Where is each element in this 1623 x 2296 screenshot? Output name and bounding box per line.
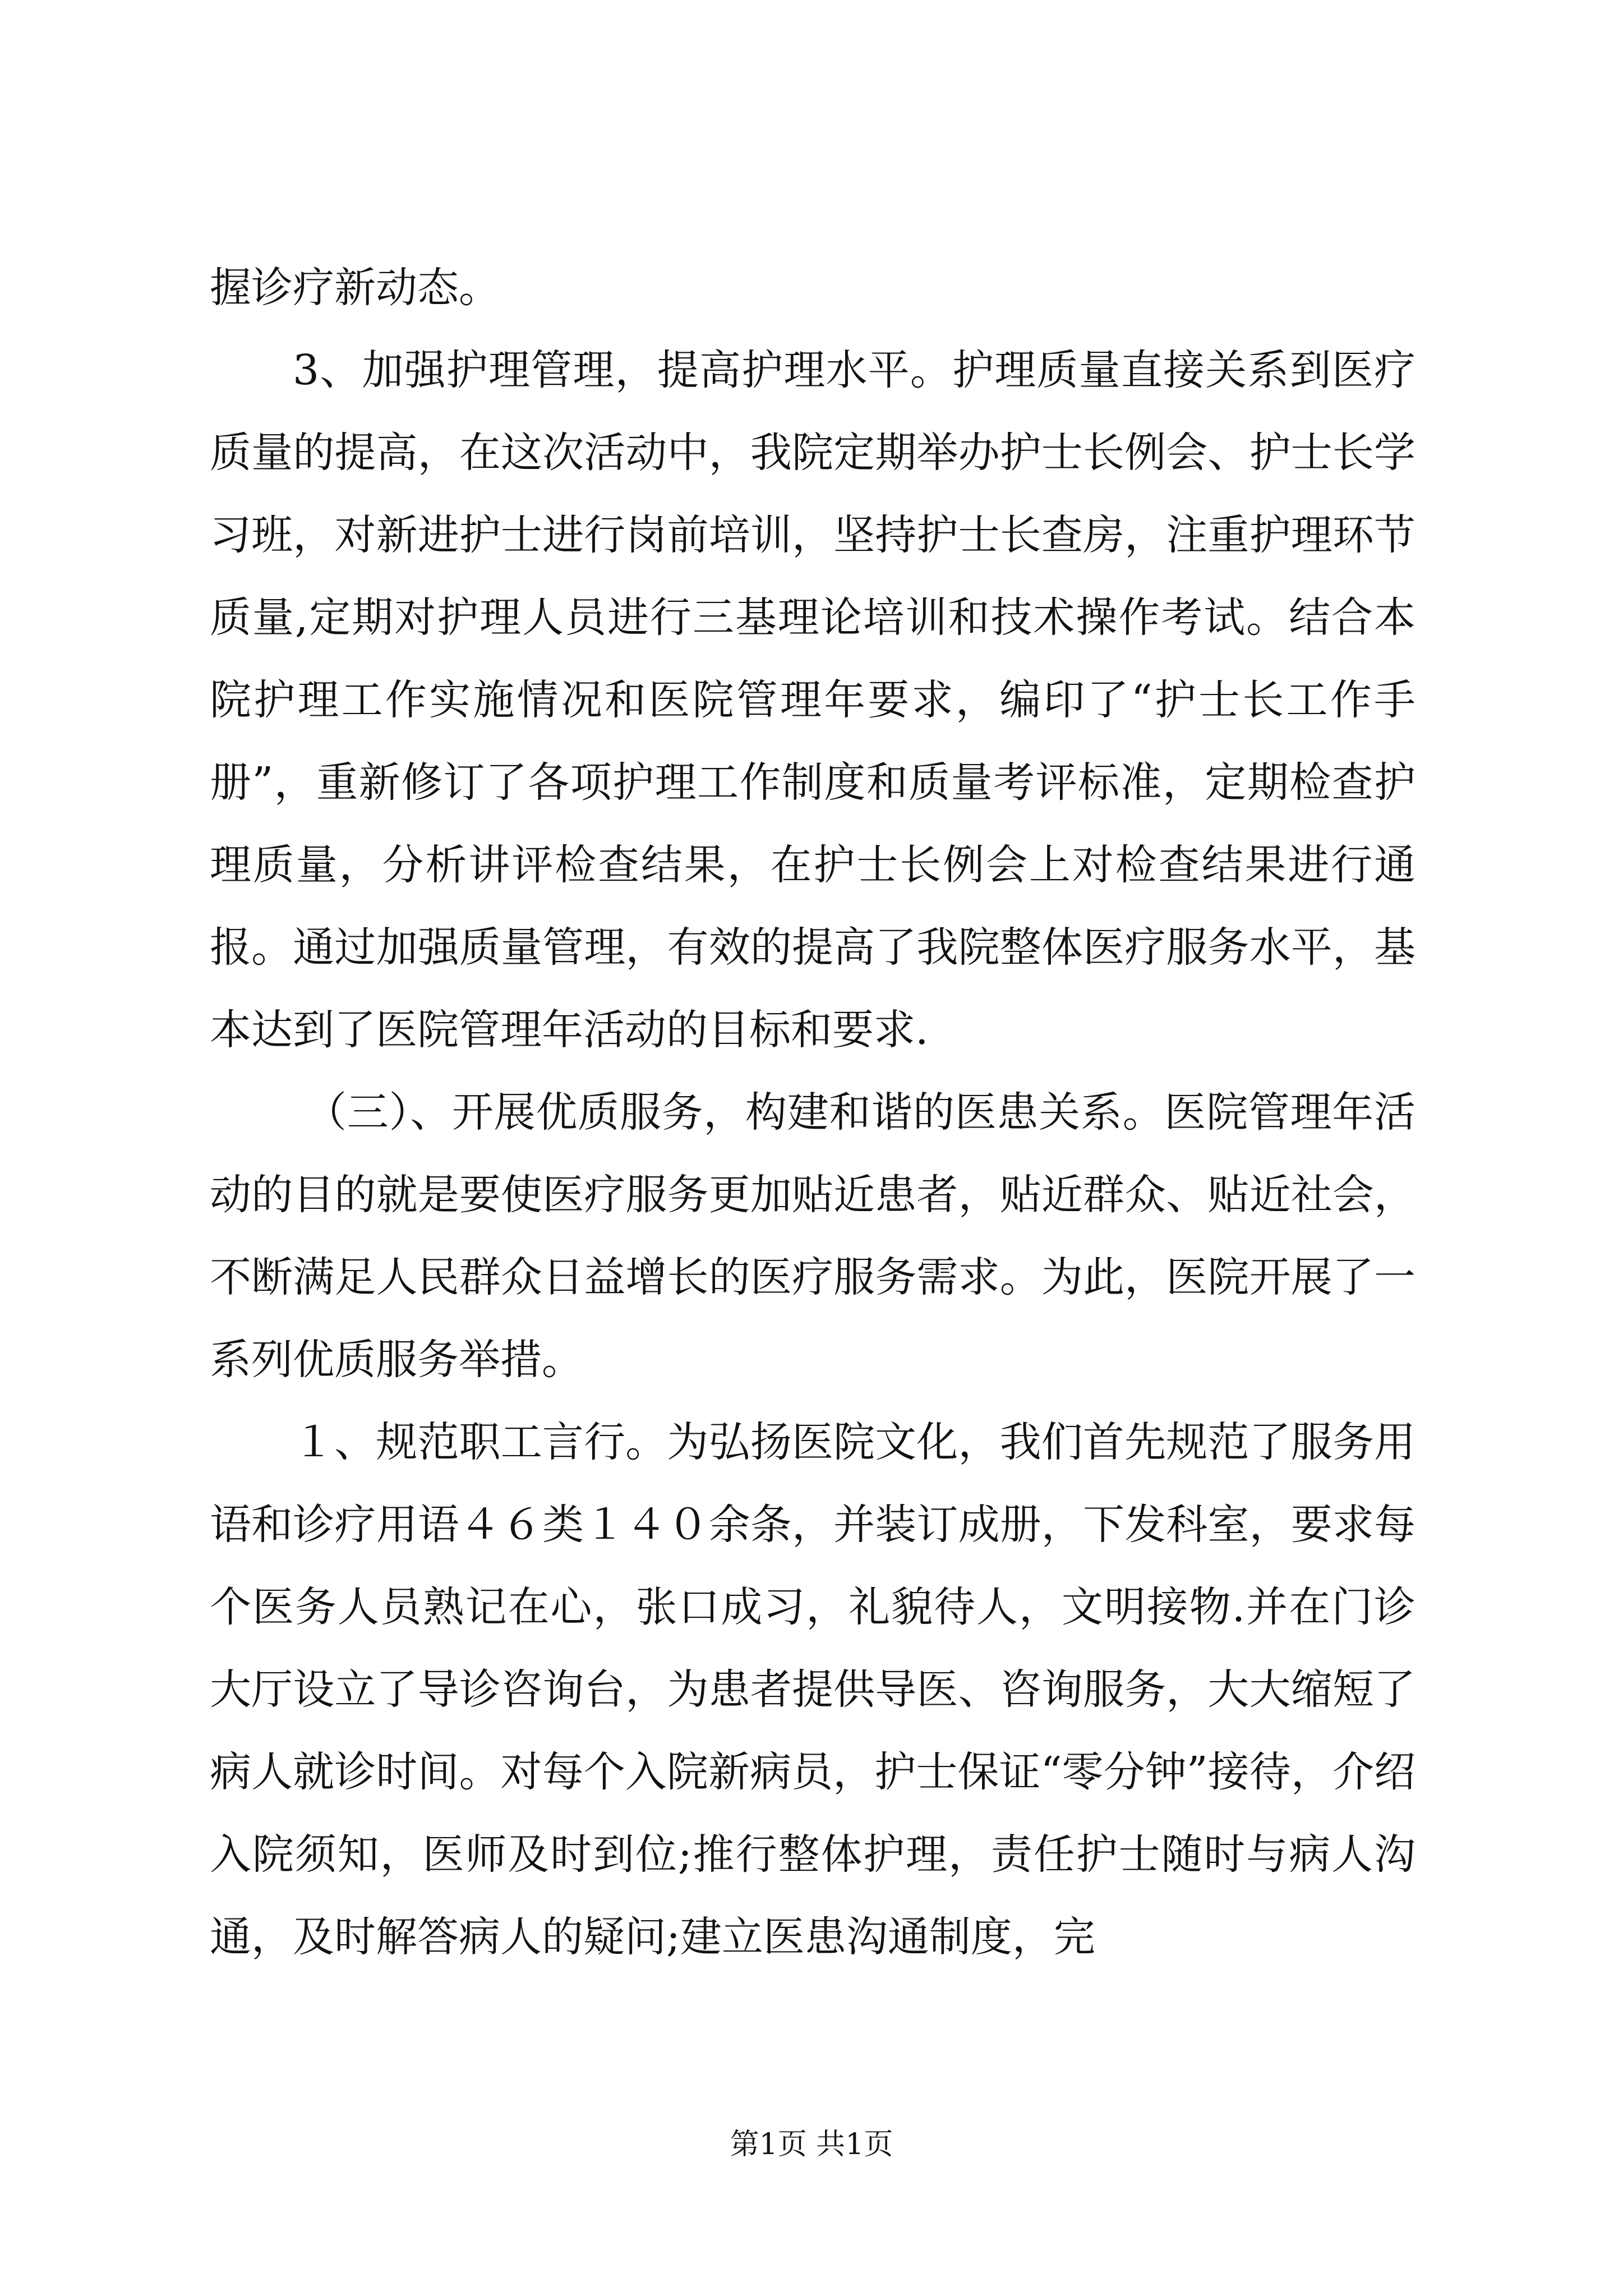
- page-footer: 第1页 共1页: [730, 2128, 893, 2161]
- paragraph-continuation: 握诊疗新动态。: [210, 264, 500, 312]
- paragraph-nursing-management: 3、加强护理管理，提高护理水平。护理质量直接关系到医疗质量的提高，在这次活动中，我院定期举办护士长例会、护士长学习班，对新进护士进行岗前培训，坚持护士长查房，注重护理环节质量,定期对护理人员进行三基理论培训和技术操作考试。结合本院护理工作实施情况和医院管理年要求，编印了“护士长工作手册”，重新修订了各项护理工作制度和质量考评标准，定期检查护理质量，分析讲评检查结果，在护士长例会上对检查结果进行通报。通过加强质量管理，有效的提高了我院整体医疗服务水平，基本达到了医院管理年活动的目标和要求.: [210, 346, 1415, 1054]
- paragraph-quality-service: （三）、开展优质服务，构建和谐的医患关系。医院管理年活动的目的就是要使医疗服务更加贴近患者，贴近群众、贴近社会，不断满足人民群众日益增长的医疗服务需求。为此，医院开展了一系列优质服务举措。: [210, 1088, 1415, 1384]
- document-body: [210, 247, 1415, 1978]
- paragraph-staff-conduct: １、规范职工言行。为弘扬医院文化，我们首先规范了服务用语和诊疗用语４６类１４０余条，并装订成册，下发科室，要求每个医务人员熟记在心，张口成习，礼貌待人，文明接物.并在门诊大厅设立了导诊咨询台，为患者提供导医、咨询服务，大大缩短了病人就诊时间。对每个入院新病员，护士保证“零分钟”接待，介绍入院须知，医师及时到位;推行整体护理，责任护士随时与病人沟通，及时解答病人的疑问;建立医患沟通制度，完: [210, 1418, 1415, 1961]
